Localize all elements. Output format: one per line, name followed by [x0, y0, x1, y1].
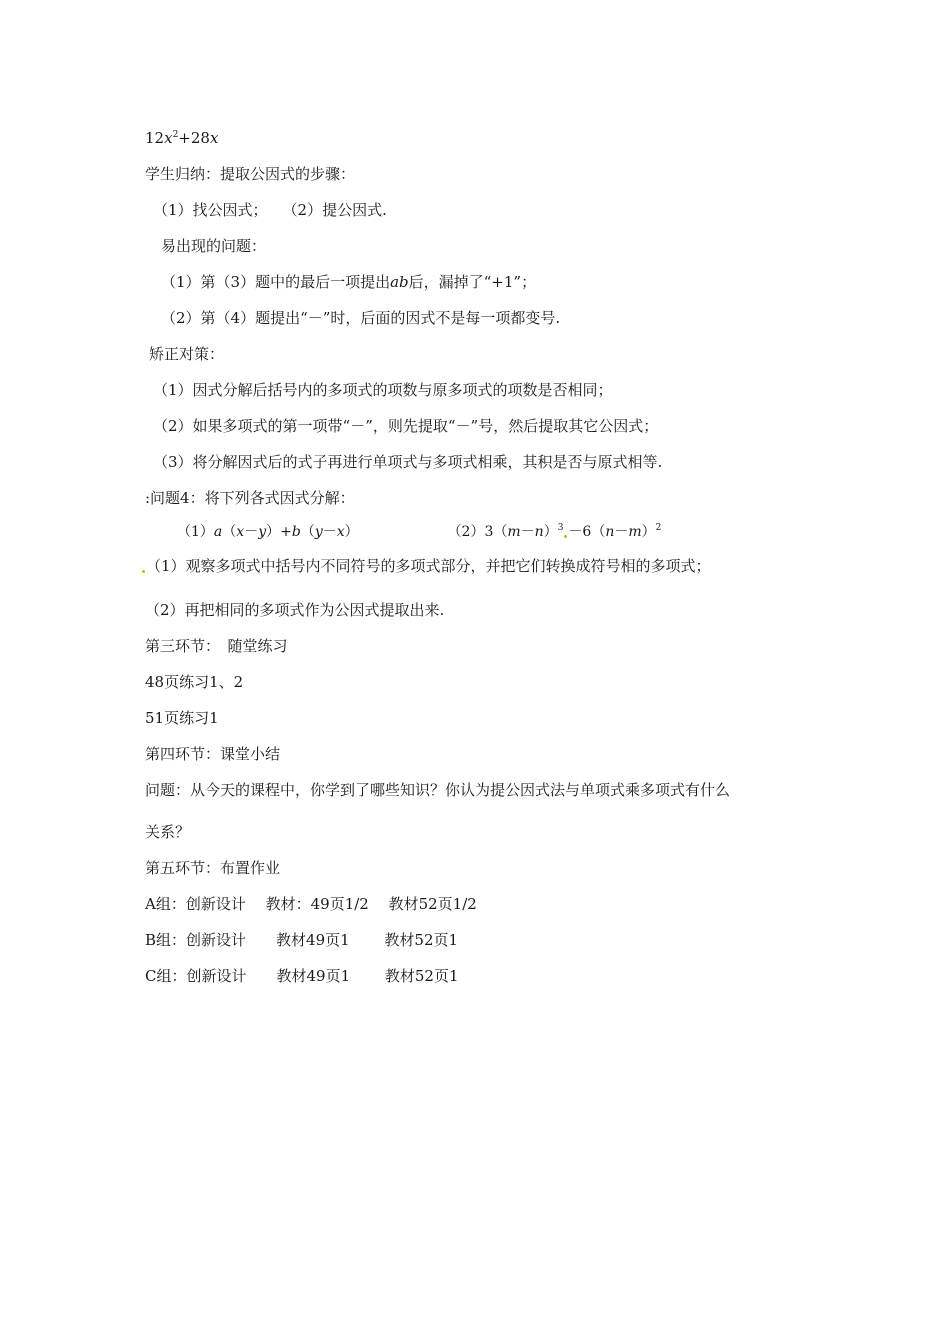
summary-question-cont: 关系？ [145, 823, 191, 841]
formula-coef: 12 [145, 129, 165, 147]
issues-heading: 易出现的问题： [161, 237, 267, 255]
issue-item-1 [161, 272, 536, 292]
issue-var: ab [390, 273, 409, 291]
fix-heading: 矫正对策： [149, 345, 225, 363]
speck-mark [142, 570, 145, 573]
steps-line: （1）找公因式； （2）提公因式. [153, 201, 387, 219]
section-4-heading: 第四环节：课堂小结 [145, 745, 281, 763]
fix-item-2: （2）如果多项式的第一项带“－”，则先提取“－”号，然后提取其它公因式； [153, 417, 659, 435]
question-4-expressions [177, 522, 661, 542]
issue-text: 后，漏掉了“+1”； [408, 273, 537, 291]
section-5-heading: 第五环节：布置作业 [145, 859, 281, 877]
observe-step-2: （2）再把相同的多项式作为公因式提取出来. [145, 601, 445, 619]
section-3-heading: 第三环节： 随堂练习 [145, 637, 288, 655]
question-4-heading: :问题4：将下列各式因式分解： [145, 489, 355, 507]
observe-step-1: （1）观察多项式中括号内不同符号的多项式部分，并把它们转换成符号相的多项式； [141, 556, 711, 576]
expr-2: $(2)3(m-n)^3 -6(n-m)^2$ [447, 523, 662, 540]
formula-term: +28 [178, 129, 210, 147]
summary-question: 问题：从今天的课程中，你学到了哪些知识？你认为提公因式法与单项式乘多项式有什么 [145, 781, 731, 799]
homework-group-a: A组：创新设计 教材：49页1/2 教材52页1/2 [145, 895, 477, 913]
exercise-line-1: 48页练习1、2 [145, 673, 244, 691]
formula-line [145, 128, 218, 148]
issue-item-2: （2）第（4）题提出“－”时，后面的因式不是每一项都变号. [161, 309, 561, 327]
formula-var: x [209, 129, 219, 147]
summary-heading: 学生归纳：提取公因式的步骤： [145, 165, 356, 183]
formula-exponent: 2 [172, 130, 179, 140]
formula-var: x [164, 129, 173, 147]
homework-group-b: B组：创新设计 教材49页1 教材52页1 [145, 931, 459, 949]
exercise-line-2: 51页练习1 [145, 709, 219, 727]
fix-item-3: （3）将分解因式后的式子再进行单项式与多项式相乘，其积是否与原式相等. [153, 453, 663, 471]
speck-mark [564, 535, 567, 538]
expr-1: （1）a（x－y）+b（y－x） [177, 524, 359, 540]
homework-group-c: C组：创新设计 教材49页1 教材52页1 [145, 967, 459, 985]
fix-item-1: （1）因式分解后括号内的多项式的项数与原多项式的项数是否相同； [153, 381, 613, 399]
issue-text: （1）第（3）题中的最后一项提出 [161, 273, 391, 291]
